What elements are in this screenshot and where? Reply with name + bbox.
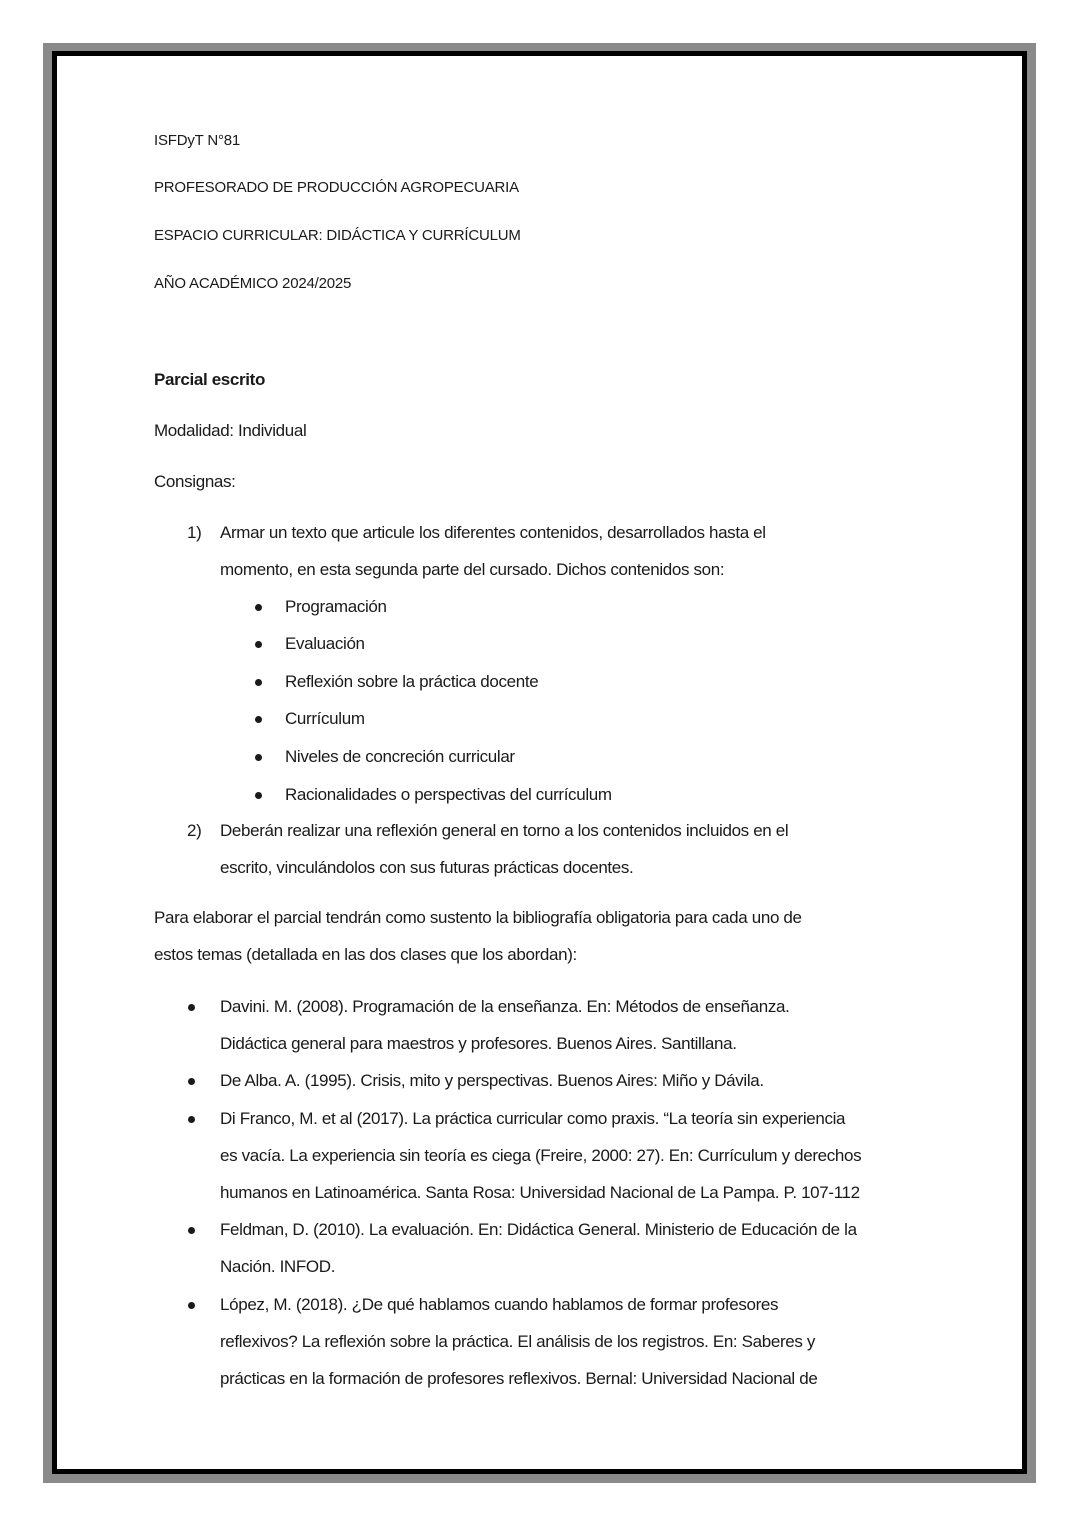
content-item: Racionalidades o perspectivas del currículum bbox=[285, 785, 612, 804]
content-item: Niveles de concreción curricular bbox=[285, 747, 515, 766]
reference-line: prácticas en la formación de profesores reflexivos. Bernal: Universidad Nacional de bbox=[220, 1369, 818, 1388]
item-number: 2) bbox=[187, 821, 202, 840]
content-item: Programación bbox=[285, 597, 387, 616]
document-title: Parcial escrito bbox=[154, 370, 265, 389]
bullet-icon bbox=[188, 1004, 195, 1011]
instructions-label: Consignas: bbox=[154, 472, 236, 491]
bullet-icon bbox=[255, 716, 262, 723]
reference-line: Di Franco, M. et al (2017). La práctica curricular como praxis. “La teoría sin experiencia bbox=[220, 1108, 846, 1128]
bullet-icon bbox=[255, 679, 262, 686]
reference-line: es vacía. La experiencia sin teoría es ciega (Freire, 2000: 27). En: Currículum y derechos bbox=[220, 1145, 862, 1165]
bullet-icon bbox=[188, 1302, 195, 1309]
reference-line: Feldman, D. (2010). La evaluación. En: Didáctica General. Ministerio de Educación de la bbox=[220, 1220, 857, 1240]
intro-text: estos temas (detallada en las dos clases que los abordan): bbox=[154, 945, 577, 964]
item-text: momento, en esta segunda parte del cursado. Dichos contenidos son: bbox=[220, 560, 725, 579]
reference-line: humanos en Latinoamérica. Santa Rosa: Universidad Nacional de La Pampa. P. 107-112 bbox=[220, 1183, 860, 1202]
academic-year: AÑO ACADÉMICO 2024/2025 bbox=[154, 275, 352, 292]
content-item: Evaluación bbox=[285, 634, 365, 653]
content-item: Currículum bbox=[285, 709, 365, 728]
subject: ESPACIO CURRICULAR: DIDÁCTICA Y CURRÍCULUM bbox=[154, 227, 521, 244]
content-item: Reflexión sobre la práctica docente bbox=[285, 672, 539, 691]
reference-line: López, M. (2018). ¿De qué hablamos cuando hablamos de formar profesores bbox=[220, 1294, 779, 1314]
item-text: Deberán realizar una reflexión general en torno a los contenidos incluidos en el bbox=[220, 821, 789, 840]
reference-line: reflexivos? La reflexión sobre la práctica. El análisis de los registros. En: Saberes y bbox=[220, 1331, 816, 1351]
reference-line: Nación. INFOD. bbox=[220, 1257, 336, 1277]
bullet-icon bbox=[255, 754, 262, 761]
item-number: 1) bbox=[187, 523, 202, 542]
institution: ISFDyT N°81 bbox=[154, 132, 241, 149]
program: PROFESORADO DE PRODUCCIÓN AGROPECUARIA bbox=[154, 179, 519, 196]
item-text: escrito, vinculándolos con sus futuras prácticas docentes. bbox=[220, 858, 634, 877]
item-text: Armar un texto que articule los diferentes contenidos, desarrollados hasta el bbox=[220, 523, 766, 542]
bullet-icon bbox=[188, 1116, 195, 1123]
reference-line: De Alba. A. (1995). Crisis, mito y perspectivas. Buenos Aires: Miño y Dávila. bbox=[220, 1071, 764, 1091]
reference-line: Davini. M. (2008). Programación de la enseñanza. En: Métodos de enseñanza. bbox=[220, 997, 790, 1016]
intro-text: Para elaborar el parcial tendrán como sustento la bibliografía obligatoria para cada uno de bbox=[154, 908, 802, 927]
document-page bbox=[57, 56, 1022, 1469]
bullet-icon bbox=[255, 641, 262, 648]
bullet-icon bbox=[255, 792, 262, 799]
reference-line: Didáctica general para maestros y profesores. Buenos Aires. Santillana. bbox=[220, 1034, 737, 1054]
bullet-icon bbox=[255, 604, 262, 611]
modality: Modalidad: Individual bbox=[154, 421, 307, 440]
